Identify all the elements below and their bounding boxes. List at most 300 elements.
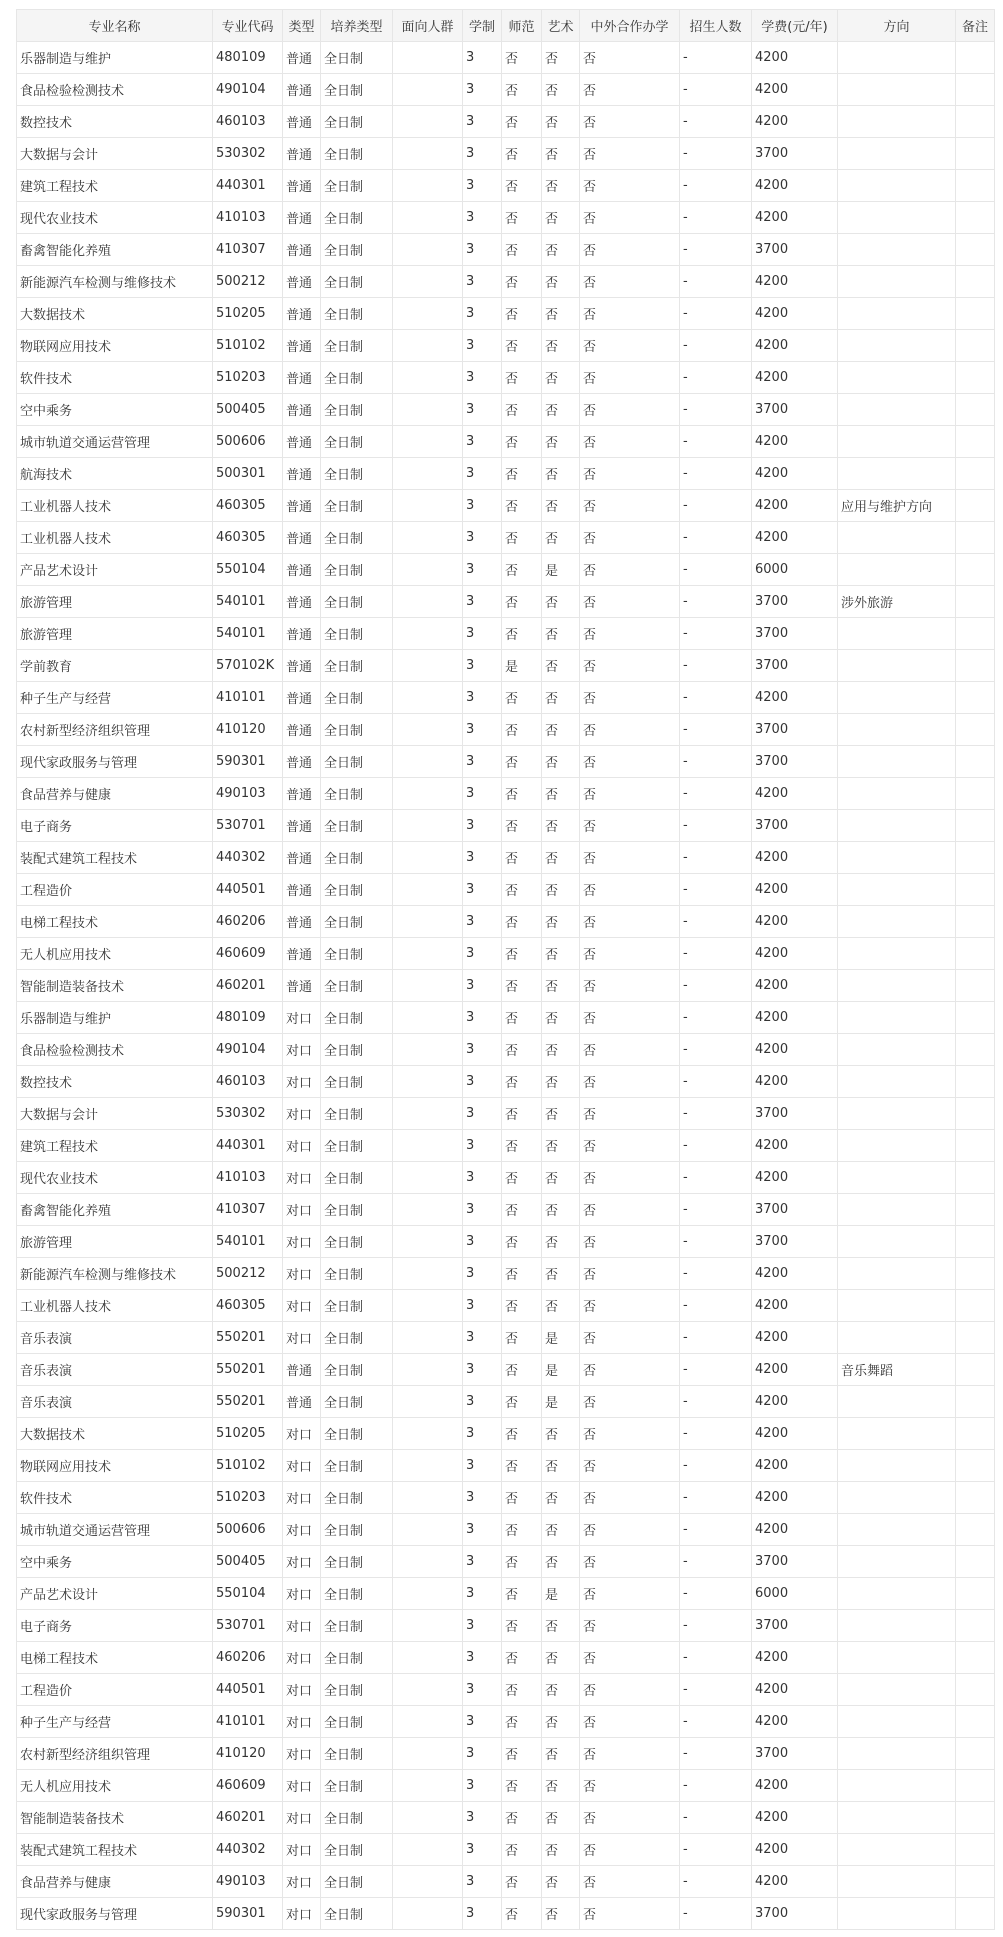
col-sino-foreign-cell: 否 [580, 842, 680, 874]
col-remark-cell [956, 330, 995, 362]
col-training-type-cell: 全日制 [321, 1290, 393, 1322]
table-row [17, 170, 995, 202]
col-tuition-cell: 4200 [752, 1290, 838, 1322]
col-sino-foreign-cell: 否 [580, 1162, 680, 1194]
col-art-cell: 否 [542, 1034, 580, 1066]
col-target-group-cell [393, 1194, 463, 1226]
col-tuition-cell: 6000 [752, 554, 838, 586]
col-normal-cell: 否 [502, 1450, 542, 1482]
col-art-cell: 否 [542, 1258, 580, 1290]
col-remark-cell [956, 234, 995, 266]
col-major-name-cell: 大数据与会计 [17, 138, 213, 170]
col-major-code-cell: 410307 [213, 1194, 283, 1226]
col-direction-cell [838, 1514, 956, 1546]
col-direction-cell [838, 1578, 956, 1610]
col-normal-cell: 否 [502, 266, 542, 298]
col-tuition-cell: 3700 [752, 138, 838, 170]
col-art-cell: 否 [542, 234, 580, 266]
col-target-group-cell [393, 1002, 463, 1034]
col-direction-cell [838, 1162, 956, 1194]
col-target-group-cell [393, 138, 463, 170]
col-normal-cell: 否 [502, 234, 542, 266]
col-target-group-cell [393, 362, 463, 394]
col-tuition-cell: 3700 [752, 810, 838, 842]
col-art-cell: 否 [542, 618, 580, 650]
col-remark-cell [956, 906, 995, 938]
col-major-name-cell: 物联网应用技术 [17, 330, 213, 362]
col-normal-cell: 否 [502, 1770, 542, 1802]
table-row [17, 1386, 995, 1418]
col-type-cell: 对口 [283, 1514, 321, 1546]
col-art-cell: 否 [542, 970, 580, 1002]
table-row [17, 842, 995, 874]
col-major-code-cell: 440302 [213, 842, 283, 874]
col-remark-cell [956, 394, 995, 426]
col-major-name-cell: 航海技术 [17, 458, 213, 490]
col-major-name-cell: 现代家政服务与管理 [17, 746, 213, 778]
col-major-code-cell: 410101 [213, 1706, 283, 1738]
col-major-name-cell: 建筑工程技术 [17, 170, 213, 202]
col-major-code-cell: 510205 [213, 298, 283, 330]
col-type-cell: 普通 [283, 138, 321, 170]
col-art-cell: 否 [542, 1642, 580, 1674]
col-training-type-cell: 全日制 [321, 714, 393, 746]
col-direction-cell [838, 1290, 956, 1322]
col-major-code-cell: 510102 [213, 1450, 283, 1482]
table-row [17, 490, 995, 522]
col-duration-cell: 3 [463, 1162, 502, 1194]
col-remark-cell [956, 1610, 995, 1642]
col-remark-cell [956, 778, 995, 810]
col-duration-cell: 3 [463, 682, 502, 714]
col-type-cell: 普通 [283, 586, 321, 618]
col-major-name-cell: 数控技术 [17, 1066, 213, 1098]
col-enrollment-cell: - [680, 1354, 752, 1386]
col-sino-foreign-cell: 否 [580, 458, 680, 490]
col-normal-cell: 否 [502, 682, 542, 714]
col-direction-cell [838, 810, 956, 842]
col-tuition-cell: 4200 [752, 1674, 838, 1706]
col-direction-cell [838, 1642, 956, 1674]
col-type-cell: 对口 [283, 1034, 321, 1066]
col-tuition-cell: 3700 [752, 1738, 838, 1770]
col-sino-foreign-cell: 否 [580, 682, 680, 714]
col-remark-cell [956, 554, 995, 586]
col-tuition-cell: 4200 [752, 874, 838, 906]
col-remark-cell [956, 490, 995, 522]
col-sino-foreign-cell: 否 [580, 1578, 680, 1610]
col-normal-cell: 否 [502, 1546, 542, 1578]
col-remark-cell [956, 1770, 995, 1802]
col-tuition-cell: 4200 [752, 906, 838, 938]
col-enrollment-cell: - [680, 1386, 752, 1418]
col-major-name-cell: 物联网应用技术 [17, 1450, 213, 1482]
col-art-cell: 否 [542, 1130, 580, 1162]
col-type-cell: 对口 [283, 1258, 321, 1290]
col-sino-foreign-cell: 否 [580, 170, 680, 202]
col-remark-cell [956, 1546, 995, 1578]
col-duration-cell: 3 [463, 106, 502, 138]
col-type-cell: 对口 [283, 1802, 321, 1834]
col-training-type-cell: 全日制 [321, 1130, 393, 1162]
col-duration-cell: 3 [463, 1770, 502, 1802]
col-tuition-cell: 4200 [752, 202, 838, 234]
table-row [17, 714, 995, 746]
col-training-type-cell: 全日制 [321, 1194, 393, 1226]
col-remark-cell [956, 1706, 995, 1738]
col-direction-cell [838, 426, 956, 458]
col-enrollment-cell: - [680, 490, 752, 522]
col-major-code-cell: 440302 [213, 1834, 283, 1866]
col-direction-cell [838, 1898, 956, 1930]
col-type-cell: 普通 [283, 490, 321, 522]
col-major-code-header: 专业代码 [213, 10, 283, 42]
col-training-type-cell: 全日制 [321, 138, 393, 170]
col-direction-cell [838, 714, 956, 746]
col-major-name-cell: 现代农业技术 [17, 1162, 213, 1194]
col-sino-foreign-cell: 否 [580, 586, 680, 618]
col-major-code-cell: 500301 [213, 458, 283, 490]
col-remark-cell [956, 1578, 995, 1610]
col-major-code-cell: 410101 [213, 682, 283, 714]
col-tuition-cell: 4200 [752, 1002, 838, 1034]
col-direction-cell: 涉外旅游 [838, 586, 956, 618]
col-sino-foreign-cell: 否 [580, 1802, 680, 1834]
col-remark-cell [956, 138, 995, 170]
col-target-group-cell [393, 74, 463, 106]
col-normal-cell: 否 [502, 1066, 542, 1098]
col-direction-cell [838, 938, 956, 970]
table-body [17, 42, 995, 1930]
col-major-code-cell: 510203 [213, 362, 283, 394]
col-normal-cell: 否 [502, 490, 542, 522]
col-art-cell: 否 [542, 298, 580, 330]
table-row [17, 138, 995, 170]
col-enrollment-cell: - [680, 1258, 752, 1290]
col-type-cell: 普通 [283, 426, 321, 458]
col-art-cell: 否 [542, 74, 580, 106]
col-training-type-cell: 全日制 [321, 1898, 393, 1930]
col-training-type-cell: 全日制 [321, 1162, 393, 1194]
col-training-type-cell: 全日制 [321, 1514, 393, 1546]
col-duration-header: 学制 [463, 10, 502, 42]
col-direction-cell [838, 1258, 956, 1290]
table-row [17, 1290, 995, 1322]
col-art-cell: 否 [542, 906, 580, 938]
col-major-name-cell: 无人机应用技术 [17, 1770, 213, 1802]
col-sino-foreign-cell: 否 [580, 938, 680, 970]
col-major-code-cell: 410120 [213, 1738, 283, 1770]
col-enrollment-cell: - [680, 714, 752, 746]
table-row [17, 1130, 995, 1162]
col-target-group-cell [393, 234, 463, 266]
col-training-type-cell: 全日制 [321, 1802, 393, 1834]
table-row [17, 330, 995, 362]
col-training-type-cell: 全日制 [321, 682, 393, 714]
col-tuition-cell: 3700 [752, 1194, 838, 1226]
col-enrollment-cell: - [680, 970, 752, 1002]
col-art-cell: 否 [542, 1418, 580, 1450]
col-normal-cell: 否 [502, 522, 542, 554]
col-normal-cell: 否 [502, 1482, 542, 1514]
col-enrollment-header: 招生人数 [680, 10, 752, 42]
col-direction-cell [838, 1066, 956, 1098]
col-art-cell: 否 [542, 842, 580, 874]
col-major-code-cell: 480109 [213, 42, 283, 74]
col-art-cell: 否 [542, 170, 580, 202]
col-sino-foreign-cell: 否 [580, 778, 680, 810]
col-major-name-cell: 现代农业技术 [17, 202, 213, 234]
col-training-type-cell: 全日制 [321, 1482, 393, 1514]
col-direction-cell [838, 554, 956, 586]
col-sino-foreign-cell: 否 [580, 1258, 680, 1290]
table-row [17, 1354, 995, 1386]
col-direction-cell [838, 1130, 956, 1162]
col-enrollment-cell: - [680, 618, 752, 650]
col-duration-cell: 3 [463, 842, 502, 874]
col-duration-cell: 3 [463, 586, 502, 618]
col-major-code-cell: 460206 [213, 1642, 283, 1674]
col-duration-cell: 3 [463, 1898, 502, 1930]
col-tuition-cell: 4200 [752, 1770, 838, 1802]
col-art-cell: 是 [542, 1322, 580, 1354]
col-target-group-cell [393, 1802, 463, 1834]
col-remark-cell [956, 682, 995, 714]
col-remark-cell [956, 298, 995, 330]
col-training-type-cell: 全日制 [321, 1066, 393, 1098]
col-remark-cell [956, 810, 995, 842]
col-target-group-cell [393, 1610, 463, 1642]
col-target-group-cell [393, 1514, 463, 1546]
col-training-type-cell: 全日制 [321, 490, 393, 522]
col-type-cell: 普通 [283, 522, 321, 554]
table-row [17, 1770, 995, 1802]
col-enrollment-cell: - [680, 1226, 752, 1258]
col-type-cell: 普通 [283, 906, 321, 938]
col-target-group-cell [393, 554, 463, 586]
col-duration-cell: 3 [463, 1290, 502, 1322]
col-remark-cell [956, 618, 995, 650]
col-training-type-cell: 全日制 [321, 234, 393, 266]
col-target-group-cell [393, 490, 463, 522]
col-normal-cell: 否 [502, 74, 542, 106]
col-art-cell: 否 [542, 394, 580, 426]
col-type-cell: 普通 [283, 202, 321, 234]
col-direction-cell: 应用与维护方向 [838, 490, 956, 522]
col-training-type-cell: 全日制 [321, 426, 393, 458]
col-sino-foreign-cell: 否 [580, 1770, 680, 1802]
col-major-name-cell: 旅游管理 [17, 1226, 213, 1258]
col-normal-cell: 否 [502, 1514, 542, 1546]
col-tuition-cell: 4200 [752, 458, 838, 490]
col-enrollment-cell: - [680, 650, 752, 682]
col-training-type-cell: 全日制 [321, 1834, 393, 1866]
col-remark-cell [956, 1418, 995, 1450]
col-duration-cell: 3 [463, 298, 502, 330]
col-training-type-cell: 全日制 [321, 1034, 393, 1066]
col-type-cell: 普通 [283, 682, 321, 714]
col-type-cell: 对口 [283, 1098, 321, 1130]
col-remark-cell [956, 1322, 995, 1354]
table-row [17, 1514, 995, 1546]
col-sino-foreign-cell: 否 [580, 1514, 680, 1546]
col-sino-foreign-cell: 否 [580, 714, 680, 746]
col-enrollment-cell: - [680, 1034, 752, 1066]
col-target-group-cell [393, 42, 463, 74]
col-enrollment-cell: - [680, 1066, 752, 1098]
col-sino-foreign-cell: 否 [580, 554, 680, 586]
col-enrollment-cell: - [680, 746, 752, 778]
table-row [17, 298, 995, 330]
table-row [17, 1706, 995, 1738]
col-enrollment-cell: - [680, 906, 752, 938]
col-target-group-cell [393, 1258, 463, 1290]
col-training-type-cell: 全日制 [321, 1770, 393, 1802]
col-enrollment-cell: - [680, 1482, 752, 1514]
col-major-code-cell: 510102 [213, 330, 283, 362]
col-direction-cell [838, 746, 956, 778]
col-tuition-cell: 3700 [752, 234, 838, 266]
col-duration-cell: 3 [463, 1066, 502, 1098]
col-sino-foreign-cell: 否 [580, 330, 680, 362]
col-type-cell: 对口 [283, 1898, 321, 1930]
col-enrollment-cell: - [680, 1834, 752, 1866]
col-normal-cell: 否 [502, 1290, 542, 1322]
col-type-cell: 普通 [283, 298, 321, 330]
col-training-type-cell: 全日制 [321, 554, 393, 586]
col-normal-cell: 否 [502, 1002, 542, 1034]
col-enrollment-cell: - [680, 522, 752, 554]
col-target-group-cell [393, 106, 463, 138]
col-remark-cell [956, 42, 995, 74]
col-art-cell: 否 [542, 1002, 580, 1034]
col-type-cell: 普通 [283, 746, 321, 778]
col-tuition-cell: 4200 [752, 42, 838, 74]
col-duration-cell: 3 [463, 234, 502, 266]
col-normal-cell: 否 [502, 1034, 542, 1066]
col-direction-cell [838, 778, 956, 810]
col-direction-cell [838, 170, 956, 202]
col-training-type-cell: 全日制 [321, 1354, 393, 1386]
col-sino-foreign-cell: 否 [580, 490, 680, 522]
table-row [17, 1098, 995, 1130]
col-art-cell: 否 [542, 1802, 580, 1834]
col-major-code-cell: 440301 [213, 1130, 283, 1162]
col-normal-cell: 否 [502, 810, 542, 842]
col-training-type-cell: 全日制 [321, 362, 393, 394]
col-major-name-cell: 大数据与会计 [17, 1098, 213, 1130]
col-normal-cell: 否 [502, 298, 542, 330]
col-tuition-cell: 3700 [752, 650, 838, 682]
col-duration-cell: 3 [463, 1866, 502, 1898]
col-training-type-cell: 全日制 [321, 1386, 393, 1418]
table-row [17, 970, 995, 1002]
col-direction-cell [838, 970, 956, 1002]
col-target-group-cell [393, 1226, 463, 1258]
col-enrollment-cell: - [680, 1514, 752, 1546]
col-major-name-cell: 音乐表演 [17, 1322, 213, 1354]
col-training-type-cell: 全日制 [321, 522, 393, 554]
col-direction-header: 方向 [838, 10, 956, 42]
col-remark-cell [956, 1098, 995, 1130]
col-tuition-cell: 4200 [752, 1386, 838, 1418]
col-major-name-cell: 智能制造装备技术 [17, 1802, 213, 1834]
col-major-name-cell: 乐器制造与维护 [17, 1002, 213, 1034]
table-row [17, 1674, 995, 1706]
col-tuition-cell: 4200 [752, 490, 838, 522]
col-training-type-cell: 全日制 [321, 1098, 393, 1130]
col-tuition-cell: 4200 [752, 1642, 838, 1674]
col-normal-cell: 否 [502, 1706, 542, 1738]
table-row [17, 1002, 995, 1034]
col-duration-cell: 3 [463, 810, 502, 842]
col-training-type-cell: 全日制 [321, 1226, 393, 1258]
col-duration-cell: 3 [463, 1610, 502, 1642]
col-target-group-cell [393, 1450, 463, 1482]
col-enrollment-cell: - [680, 842, 752, 874]
col-major-name-cell: 建筑工程技术 [17, 1130, 213, 1162]
col-sino-foreign-cell: 否 [580, 1738, 680, 1770]
col-major-code-cell: 500212 [213, 266, 283, 298]
col-normal-cell: 否 [502, 1578, 542, 1610]
col-type-cell: 对口 [283, 1706, 321, 1738]
col-direction-cell [838, 1418, 956, 1450]
col-enrollment-cell: - [680, 1770, 752, 1802]
col-type-cell: 对口 [283, 1322, 321, 1354]
col-normal-cell: 否 [502, 714, 542, 746]
col-art-header: 艺术 [542, 10, 580, 42]
col-duration-cell: 3 [463, 1194, 502, 1226]
col-enrollment-cell: - [680, 426, 752, 458]
col-type-cell: 对口 [283, 1674, 321, 1706]
col-sino-foreign-cell: 否 [580, 234, 680, 266]
col-art-cell: 否 [542, 1706, 580, 1738]
col-training-type-cell: 全日制 [321, 650, 393, 682]
col-sino-foreign-cell: 否 [580, 1322, 680, 1354]
col-direction-cell [838, 618, 956, 650]
col-duration-cell: 3 [463, 1546, 502, 1578]
col-training-type-cell: 全日制 [321, 1738, 393, 1770]
col-direction-cell [838, 1482, 956, 1514]
col-art-cell: 否 [542, 938, 580, 970]
col-training-type-cell: 全日制 [321, 810, 393, 842]
col-tuition-cell: 4200 [752, 1418, 838, 1450]
col-target-group-cell [393, 1386, 463, 1418]
col-tuition-cell: 4200 [752, 266, 838, 298]
col-tuition-cell: 4200 [752, 1450, 838, 1482]
col-enrollment-cell: - [680, 810, 752, 842]
col-major-name-cell: 产品艺术设计 [17, 1578, 213, 1610]
col-major-code-cell: 530302 [213, 1098, 283, 1130]
table-row [17, 554, 995, 586]
col-type-cell: 对口 [283, 1866, 321, 1898]
col-remark-cell [956, 938, 995, 970]
col-major-name-cell: 电子商务 [17, 810, 213, 842]
col-direction-cell [838, 1194, 956, 1226]
col-art-cell: 否 [542, 1546, 580, 1578]
col-remark-cell [956, 1514, 995, 1546]
col-normal-cell: 否 [502, 1834, 542, 1866]
table-header-row [17, 10, 995, 42]
col-normal-cell: 否 [502, 170, 542, 202]
col-major-name-cell: 工业机器人技术 [17, 522, 213, 554]
col-normal-cell: 否 [502, 1738, 542, 1770]
col-remark-cell [956, 426, 995, 458]
col-major-code-cell: 460201 [213, 1802, 283, 1834]
col-direction-cell [838, 234, 956, 266]
col-art-cell: 否 [542, 1290, 580, 1322]
col-remark-cell [956, 586, 995, 618]
